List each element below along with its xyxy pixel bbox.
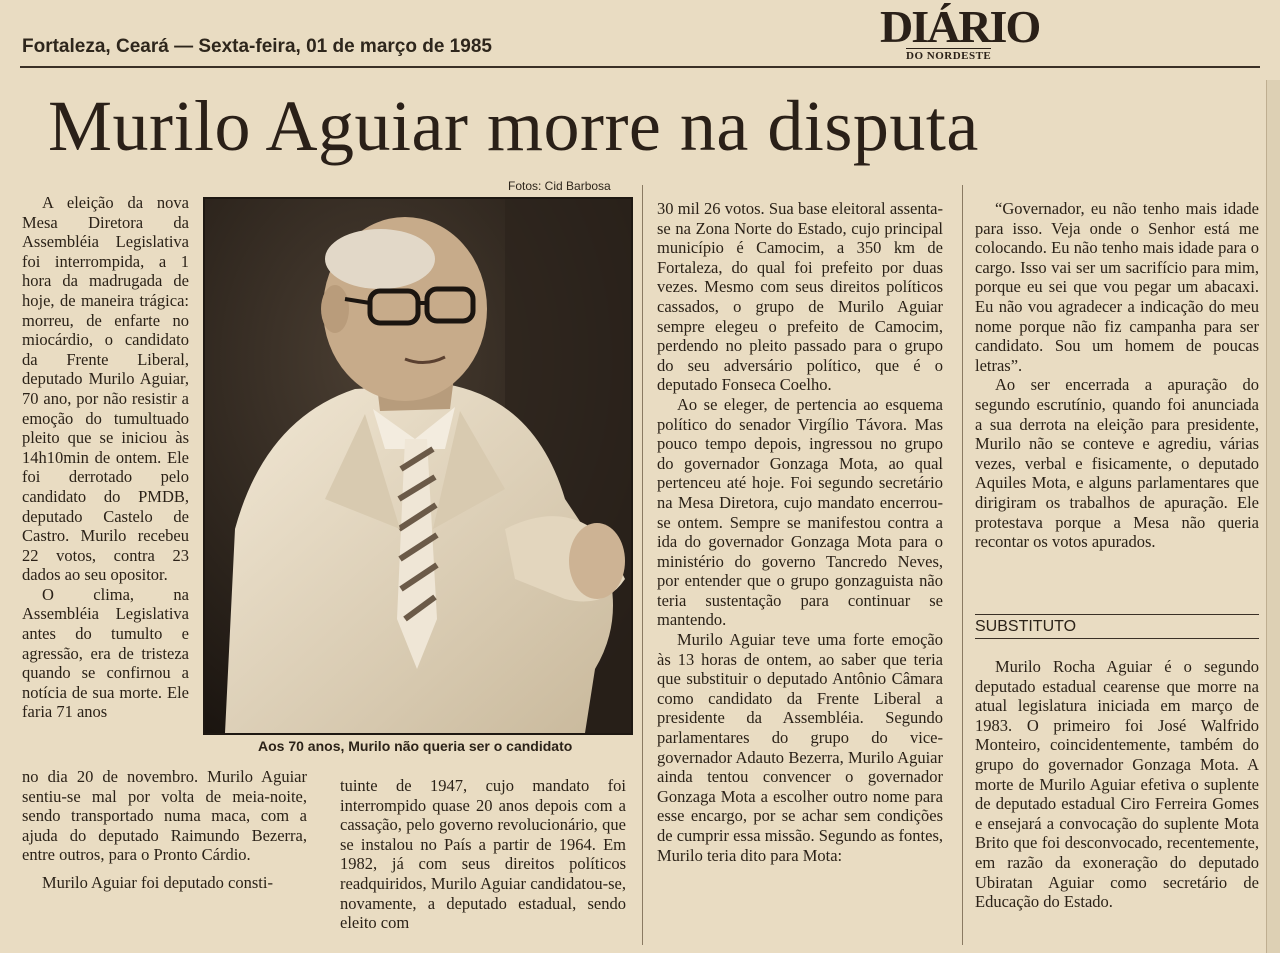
article-paragraph: Ao ser encerrada a apuração do segundo escrutínio, quando foi anunciada a sua derrota na eleição para presidente, Murilo não se conteve e agrediu, várias vezes, verbal e fisicamente, o deputado Aquiles Mota, e alguns parlamentares que dirigiram os trabalhos de apuração. Ele protestava porque a Mesa não queria recontar os votos apurados. xyxy=(975,375,1259,552)
section-subhead: SUBSTITUTO xyxy=(975,614,1259,639)
portrait-photo xyxy=(203,197,633,735)
masthead-rule xyxy=(20,66,1260,68)
article-column-1-bottom xyxy=(22,767,307,893)
article-paragraph: A eleição da nova Mesa Diretora da Assembléia Legislativa foi interrompida, a 1 hora da madrugada de hoje, de maneira trágica: morreu, de enfarte no miocárdio, o candidato da Frente Liberal, deputado Murilo Aguiar, 70 ano, por não resistir a emoção do tumultuado pleito que se iniciou às 14h10min de ontem. Ele foi derrotado pelo candidato do PMDB, deputado Castelo de Castro. Murilo recebeu 22 votos, contra 23 dados ao seu opositor. xyxy=(22,193,189,585)
article-column-4 xyxy=(975,199,1259,552)
article-paragraph: Murilo Aguiar teve uma forte emoção às 13 horas de ontem, ao saber que teria que substituir o deputado Antônio Câmara como candidato da Frente Liberal a presidente da Assembléia. Segundo parlamentares do grupo do vice-governador Adauto Bezerra, Murilo Aguiar ainda tentou convencer o governador Gonzaga Mota a escolher outro nome para esse encargo, por se achar sem condições de cumprir essa missão. Segundo as fontes, Murilo teria dito para Mota: xyxy=(657,630,943,865)
article-paragraph: no dia 20 de novembro. Murilo Aguiar sentiu-se mal por volta de meia-noite, sendo transportado numa maca, com a ajuda do deputado Raimundo Bezerra, entre outros, para o Pronto Cárdio. xyxy=(22,767,307,865)
article-paragraph: 30 mil 26 votos. Sua base eleitoral assenta-se na Zona Norte do Estado, cujo principal município é Camocim, a 350 km de Fortaleza, do qual foi prefeito por duas vezes. Mesmo com seus direitos políticos cassados, o grupo de Murilo Aguiar sempre elegeu o prefeito de Camocim, perdendo no pleito passado para o grupo do seu adversário político, que é o deputado Fonseca Coelho. xyxy=(657,199,943,395)
article-column-4-substituto xyxy=(975,657,1259,912)
photo-caption: Aos 70 anos, Murilo não queria ser o candidato xyxy=(258,738,573,754)
adjacent-page-edge xyxy=(1266,80,1280,953)
logo-title: DIÁRIO xyxy=(880,1,1040,52)
article-paragraph: Murilo Rocha Aguiar é o segundo deputado estadual cearense que morre na atual legislatura iniciada em março de 1983. O primeiro foi José Walfrido Monteiro, coincidentemente, também do grupo do governador Gonzaga Mota. A morte de Murilo Aguiar efetiva o suplente de deputado estadual Ciro Ferreira Gomes e ensejará a convocação do suplente Mota Brito que foi desconvocado, recentemente, em razão da exoneração do deputado Ubiratan Aguiar como secretário de Educação do Estado. xyxy=(975,657,1259,912)
column-divider xyxy=(642,185,643,945)
column-divider xyxy=(962,185,963,945)
newspaper-logo xyxy=(880,1,1050,66)
logo-subtitle: DO NORDESTE xyxy=(906,50,992,62)
article-column-1-top xyxy=(22,193,189,722)
headline: Murilo Aguiar morre na disputa xyxy=(48,86,979,166)
dateline: Fortaleza, Ceará — Sexta-feira, 01 de março de 1985 xyxy=(22,36,492,57)
article-paragraph: “Governador, eu não tenho mais idade para isso. Veja onde o Senhor está me colocando. Eu não tenho mais idade para o cargo. Isso vai ser um sacrifício para mim, porque eu sei que vou pegar um abacaxi. Eu não vou agradecer a indicação do meu nome porque não fiz campanha para ser candidato. Sou um homem de poucas letras”. xyxy=(975,199,1259,375)
article-column-3 xyxy=(657,199,943,865)
article-paragraph: Ao se eleger, de pertencia ao esquema político do senador Virgílio Távora. Mas pouco tempo depois, ingressou no grupo do governador Gonzaga Mota, ao qual pertenceu até hoje. Foi segundo secretário na Mesa Diretora, cujo mandato encerrou-se ontem. Sempre se manifestou contra a ida do governador Gonzaga Mota para o ministério do governo Tancredo Neves, por entender que o grupo gonzaguista não teria sustentação para continuar se mantendo. xyxy=(657,394,943,630)
article-paragraph: O clima, na Assembléia Legislativa antes do tumulto e agressão, era de tristeza quando se confirnou a notícia de sua morte. Ele faria 71 anos xyxy=(22,584,189,722)
portrait-illustration xyxy=(205,199,631,733)
article-paragraph: Murilo Aguiar foi deputado consti- xyxy=(42,872,273,892)
photo-credit: Fotos: Cid Barbosa xyxy=(508,179,611,193)
article-paragraph: tuinte de 1947, cujo mandato foi interrompido quase 20 anos depois com a cassação, pelo governo revolucionário, que se instalou no País a partir de 1964. Em 1982, já com seus direitos políticos readquiridos, Murilo Aguiar candidatou-se, novamente, a deputado estadual, sendo eleito com xyxy=(340,776,626,933)
article-column-2 xyxy=(340,776,626,933)
